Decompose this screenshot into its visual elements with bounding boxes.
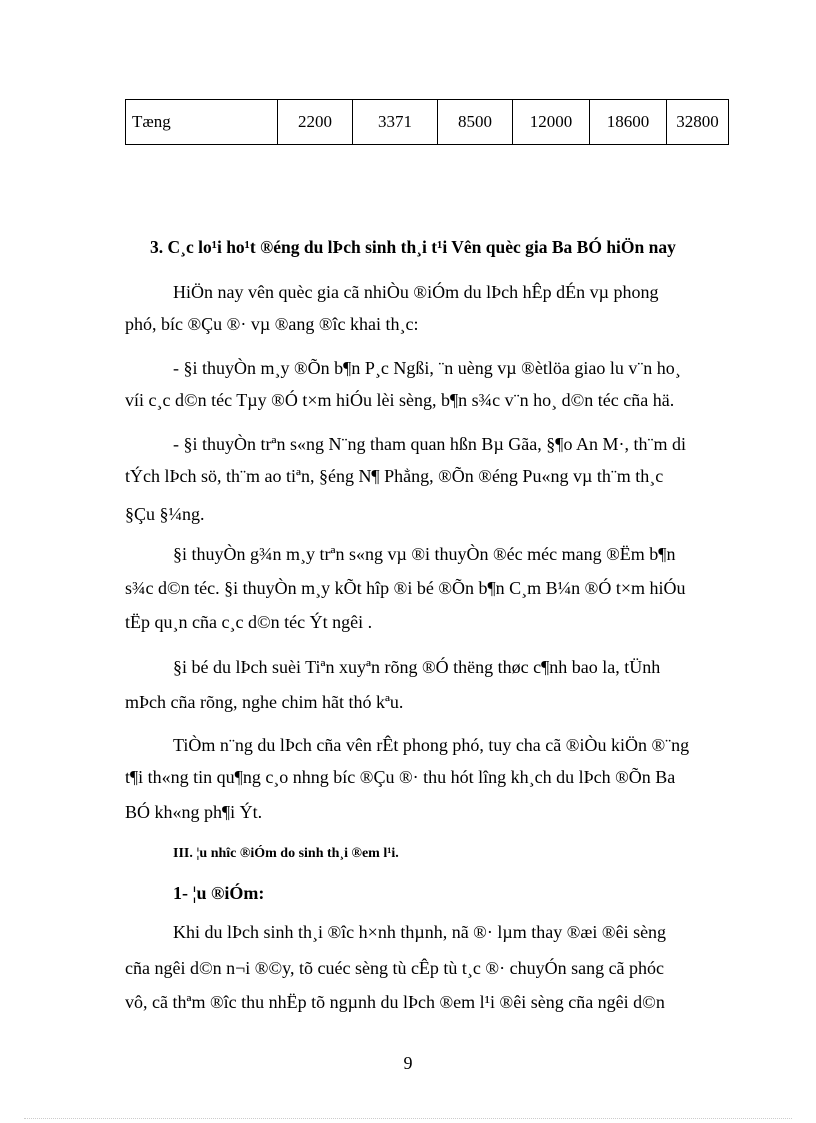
paragraph-line: víi c¸c d©n téc Tµy ®Ó t×m hiÓu lèi sèng, b¶n s¾c v¨n ho¸ d©n téc cña hä.: [125, 390, 675, 410]
table-cell: 3371: [353, 100, 438, 145]
table-cell: 8500: [438, 100, 513, 145]
paragraph-line: - §i thuyÒn m¸y ®Õn b¶n P¸c Ngßi, ¨n uèng vµ ®ètlöa giao lu v¨n ho¸: [173, 358, 681, 378]
section-heading: 3. C¸c lo¹i ho¹t ®éng du lÞch sinh th¸i t¹i Vên quèc gia Ba BÓ hiÖn nay: [150, 237, 676, 257]
table-cell-label: Tæng: [126, 100, 278, 145]
paragraph-line: §Çu §¼ng.: [125, 504, 205, 524]
paragraph-line: §i thuyÒn g¾n m¸y trªn s«ng vµ ®i thuyÒn ®éc méc mang ®Ëm b¶n: [173, 544, 676, 564]
paragraph-line: TiÒm n¨ng du lÞch cña vên rÊt phong phó, tuy cha cã ®iÒu kiÖn ®¨ng: [173, 735, 690, 755]
paragraph-line: cña ngêi d©n n¬i ®©y, tõ cuéc sèng tù cÊp tù t¸c ®· chuyÓn sang cã phóc: [125, 958, 665, 978]
table-cell: 18600: [590, 100, 667, 145]
paragraph-line: s¾c d©n téc. §i thuyÒn m¸y kÕt hîp ®i bé ®Õn b¶n C¸m B¼n ®Ó t×m hiÓu: [125, 578, 686, 598]
paragraph-line: phó, bíc ®Çu ®· vµ ®ang ®îc khai th¸c:: [125, 314, 419, 334]
paragraph-line: mÞch cña rõng, nghe chim hãt thó kªu.: [125, 692, 404, 712]
paragraph-line: Khi du lÞch sinh th¸i ®îc h×nh thµnh, nã ®· lµm thay ®æi ®êi sèng: [173, 922, 667, 942]
page-bottom-divider: [24, 1118, 792, 1119]
table-cell: 32800: [667, 100, 729, 145]
paragraph-line: t¶i th«ng tin qu¶ng c¸o nhng bíc ®Çu ®· thu hót lîng kh¸ch du lÞch ®Õn Ba: [125, 767, 676, 787]
section-title-iii: III. ¦u nhîc ®iÓm do sinh th¸i ®em l¹i.: [173, 846, 399, 861]
data-table: [125, 99, 729, 145]
paragraph-line: HiÖn nay vên quèc gia cã nhiÒu ®iÓm du lÞch hÊp dÉn vµ phong: [173, 282, 659, 302]
paragraph-line: §i bé du lÞch suèi Tiªn xuyªn rõng ®Ó thëng thøc c¶nh bao la, tÜnh: [173, 657, 661, 677]
paragraph-line: vô, cã thªm ®îc thu nhËp tõ ngµnh du lÞch ®em l¹i ®êi sèng cña ngêi d©n: [125, 992, 665, 1012]
paragraph-line: tËp qu¸n cña c¸c d©n téc Ýt ngêi .: [125, 612, 373, 632]
page-number: 9: [403, 1053, 413, 1073]
paragraph-line: tÝch lÞch sö, th¨m ao tiªn, §éng N¶ Phẳng, ®Õn ®éng Pu«ng vµ th¨m th¸c: [125, 466, 664, 486]
table-cell: 2200: [278, 100, 353, 145]
subsection-title: 1- ¦u ®iÓm:: [173, 883, 265, 903]
table-row: [126, 100, 729, 145]
paragraph-line: - §i thuyÒn trªn s«ng N¨ng tham quan hßn Bµ Gãa, §¶o An M·, th¨m di: [173, 434, 686, 454]
table-cell: 12000: [513, 100, 590, 145]
paragraph-line: BÓ kh«ng ph¶i Ýt.: [125, 802, 263, 822]
